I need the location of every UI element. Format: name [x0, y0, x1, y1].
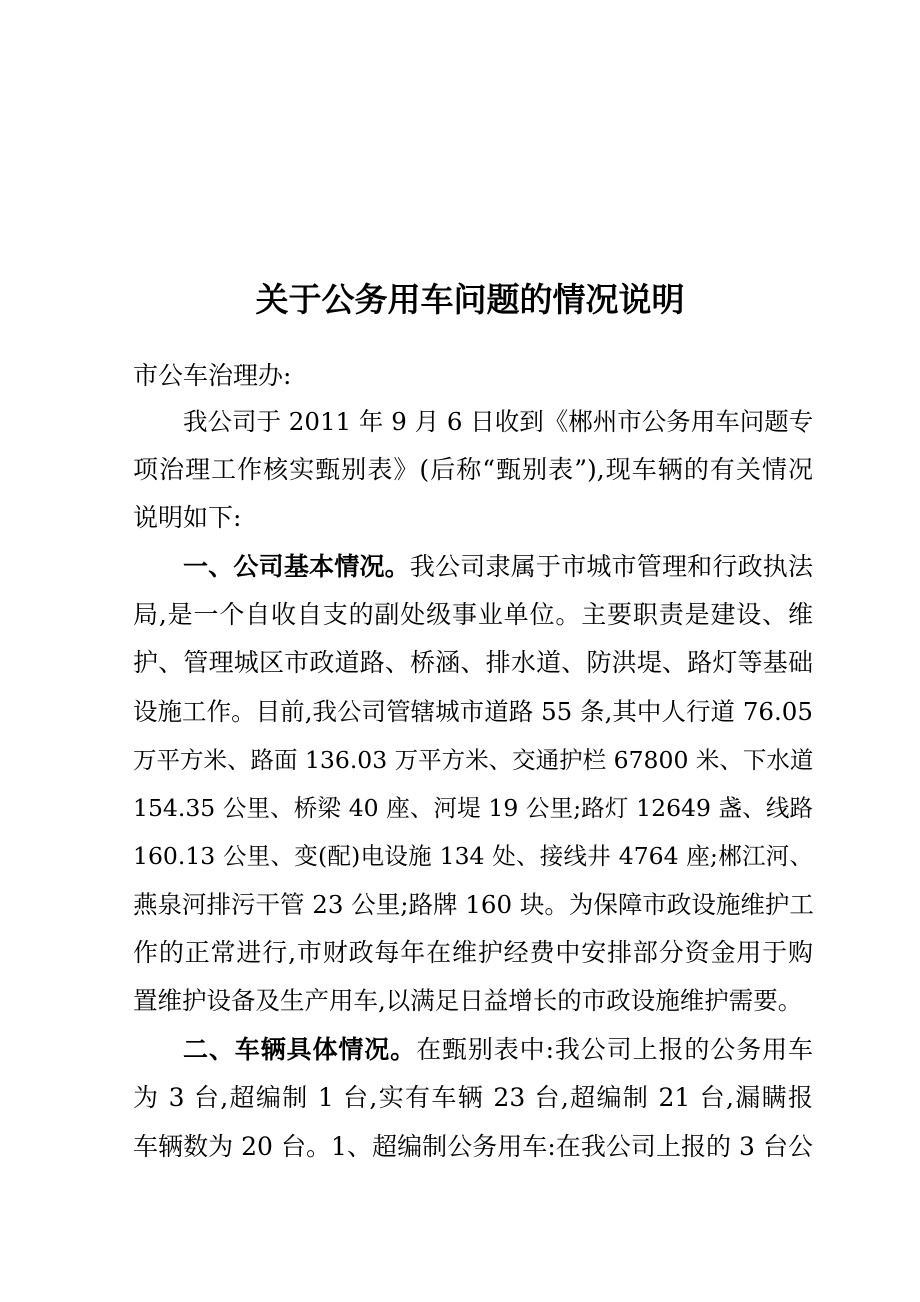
paragraph-line: 154.35 公里、桥梁 40 座、河堤 19 公里;路灯 12649 盏、线路 — [133, 794, 813, 822]
section-2-first-line — [183, 1032, 813, 1068]
paragraph-line: 置维护设备及生产用车,以满足日益增长的市政设施维护需要。 — [133, 986, 803, 1015]
paragraph-line: 说明如下: — [133, 503, 242, 532]
paragraph-line: 为 3 台,超编制 1 台,实有车辆 23 台,超编制 21 台,漏瞒报 — [133, 1083, 813, 1112]
addressee: 市公车治理办: — [133, 361, 292, 390]
document-title: 关于公务用车问题的情况说明 — [255, 280, 685, 319]
paragraph-line: 车辆数为 20 台。1、超编制公务用车:在我公司上报的 3 台公 — [133, 1132, 813, 1161]
section-2-heading: 二、车辆具体情况。 — [183, 1035, 417, 1064]
paragraph-line: 我公司于 2011 年 9 月 6 日收到《郴州市公务用车问题专 — [183, 407, 814, 436]
section-2-text: 在甄别表中:我公司上报的公务用车 — [416, 1035, 813, 1064]
paragraph-line: 护、管理城区市政道路、桥涵、排水道、防洪堤、路灯等基础 — [133, 648, 813, 677]
section-1-heading: 一、公司基本情况。 — [183, 552, 410, 581]
paragraph-line: 项治理工作核实甄别表》(后称“甄别表”),现车辆的有关情况 — [133, 455, 813, 484]
section-1-text: 我公司隶属于市城市管理和行政执法 — [409, 552, 813, 581]
paragraph-line: 局,是一个自收自支的副处级事业单位。主要职责是建设、维 — [133, 600, 813, 629]
paragraph-line: 燕泉河排污干管 23 公里;路牌 160 块。为保障市政设施维护工 — [133, 890, 814, 919]
paragraph-line: 160.13 公里、变(配)电设施 134 处、接线井 4764 座;郴江河、 — [133, 842, 813, 870]
section-1-first-line — [183, 549, 813, 585]
paragraph-line: 作的正常进行,市财政每年在维护经费中安排部分资金用于购 — [133, 938, 813, 967]
paragraph-line: 万平方米、路面 136.03 万平方米、交通护栏 67800 米、下水道 — [133, 746, 814, 774]
paragraph-line: 设施工作。目前,我公司管辖城市道路 55 条,其中人行道 76.05 — [133, 697, 813, 726]
